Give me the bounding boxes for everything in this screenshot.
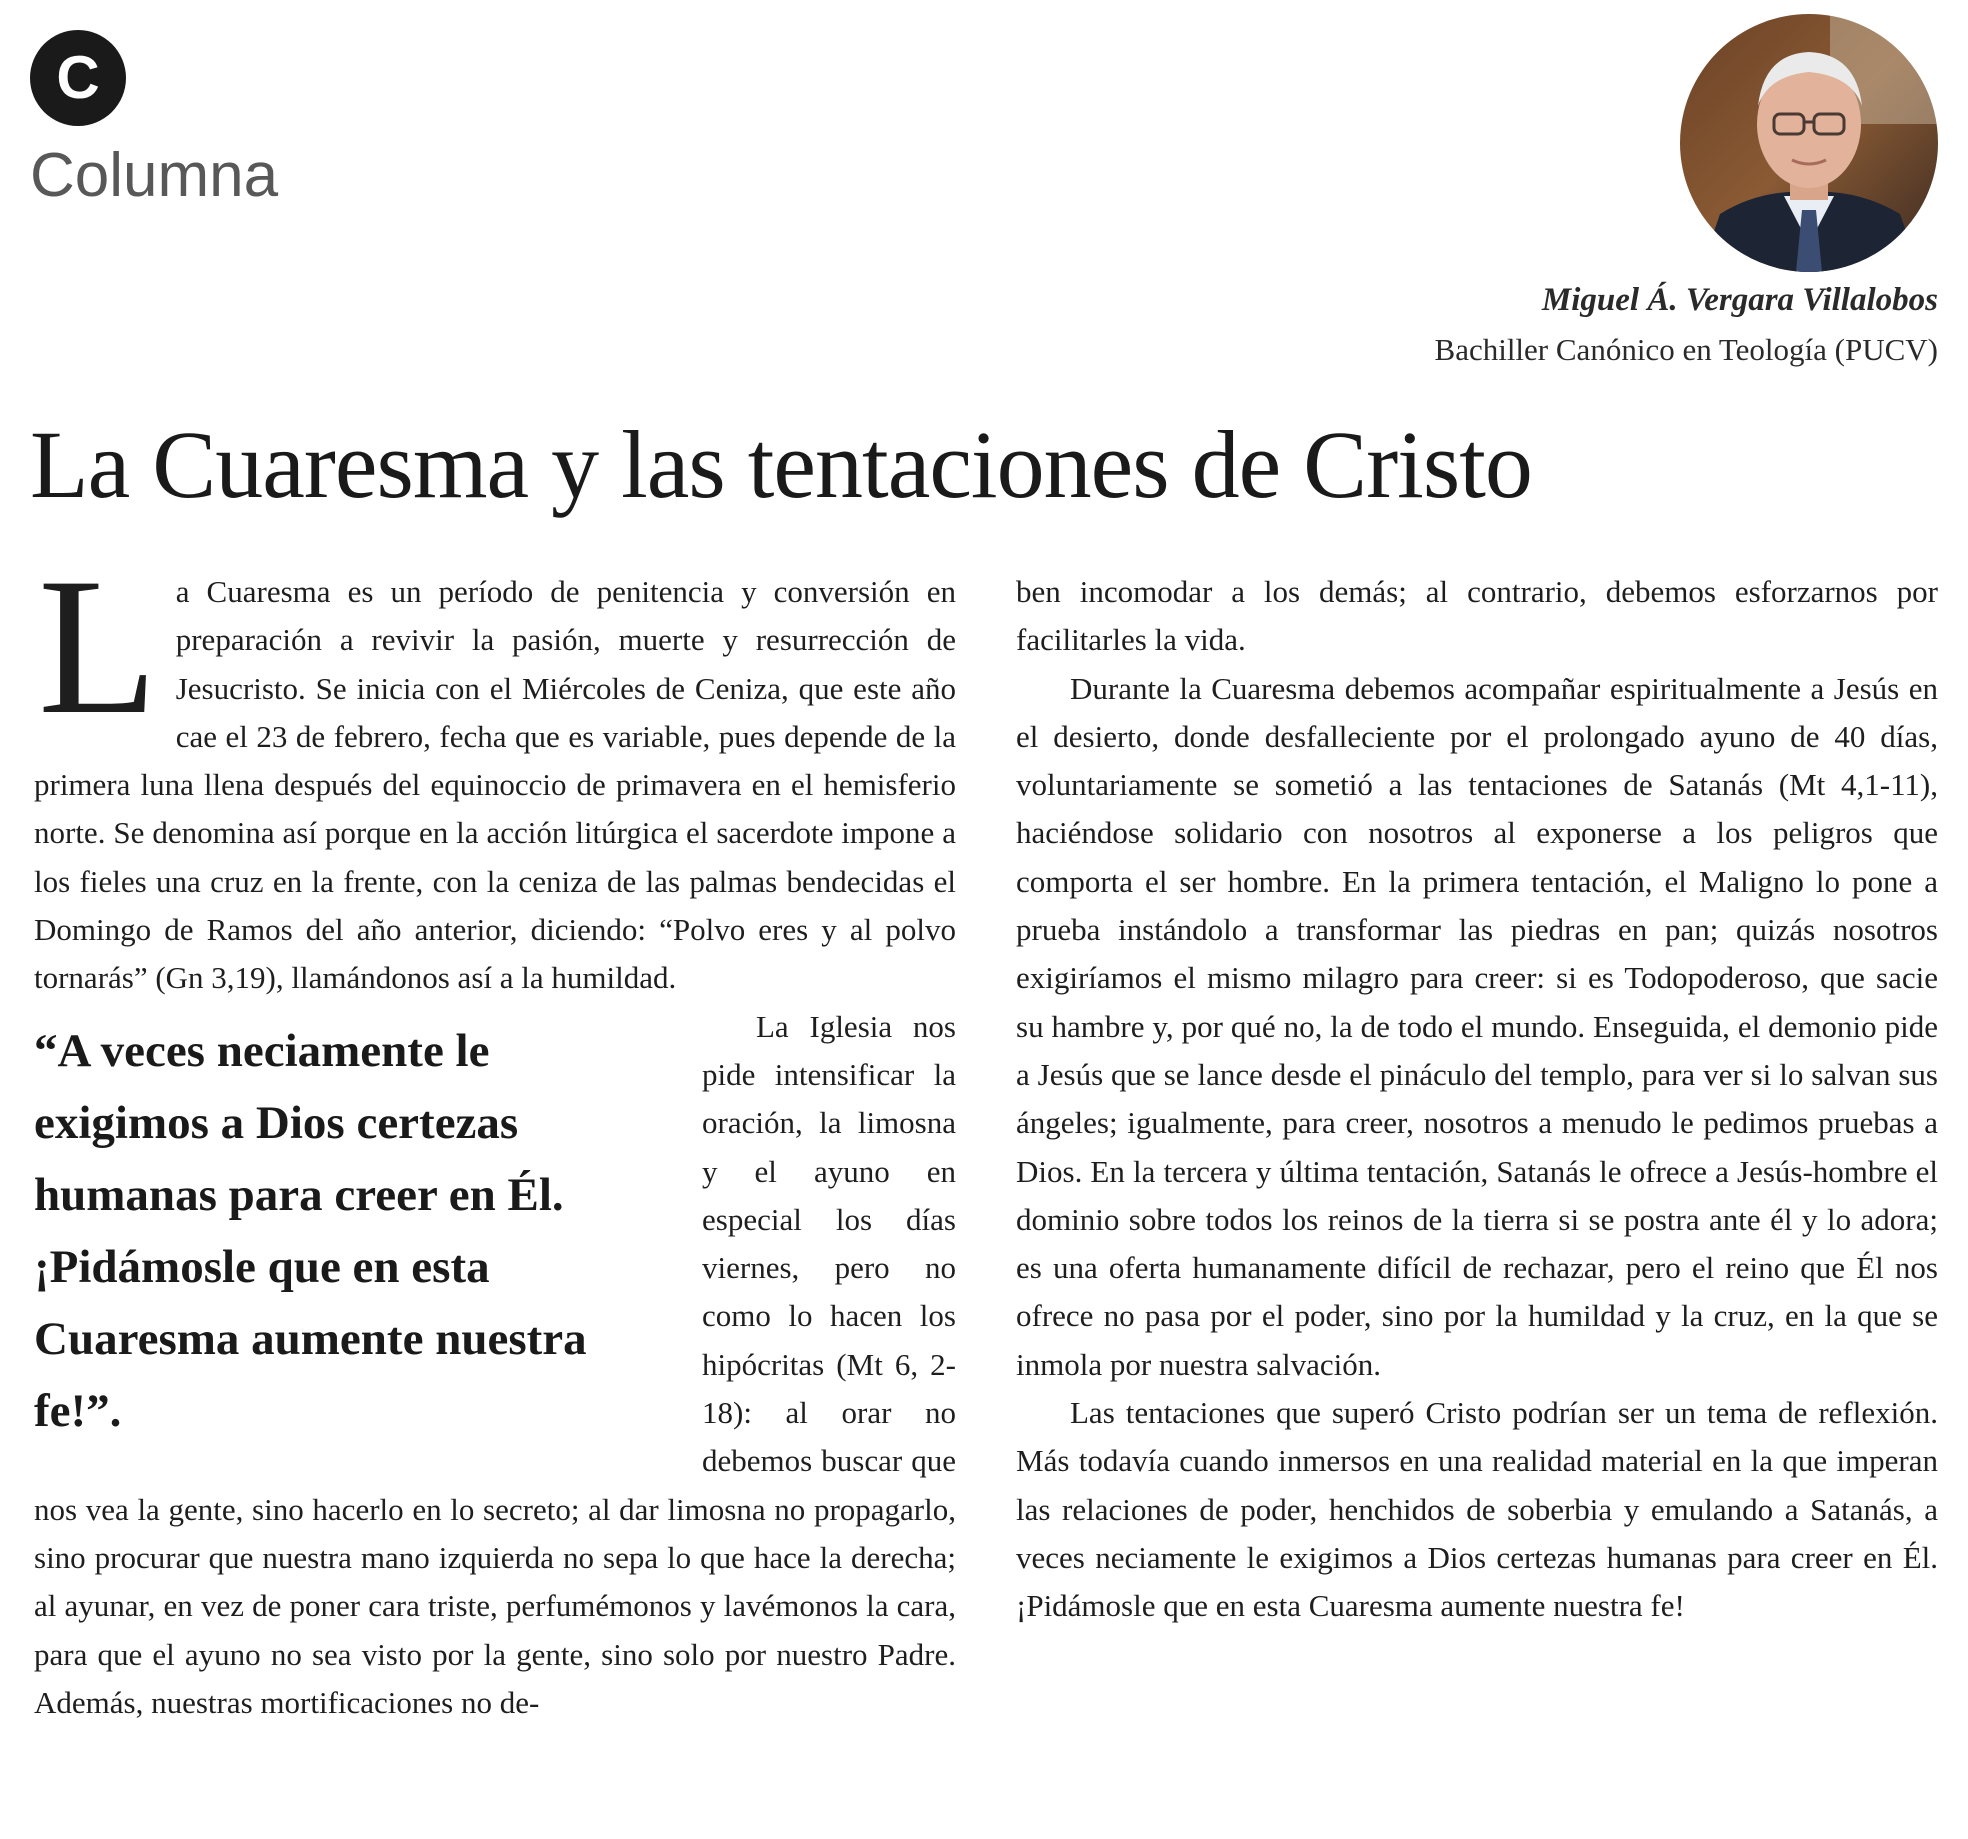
paragraph-1: [34, 538, 956, 1003]
section-badge: C: [30, 30, 126, 126]
section-label: Columna: [30, 141, 279, 210]
drop-cap: L: [38, 538, 158, 755]
article-column-left: [34, 538, 956, 1818]
author-role: Bachiller Canónico en Teología (PUCV): [1434, 332, 1938, 367]
paragraph-2-text: La Iglesia nos pide intensificar la oración, la limosna y el ayuno en especial los días viernes, pero no como lo hacen los hipócritas (Mt 6, 2-18): al orar no debemos buscar que nos vea la gente, sino hacerlo en lo secreto; al dar limosna no propagarlo, sino procurar que nuestra mano izquierda no sepa lo que hace la derecha; al ayunar, en vez de poner cara triste, perfumémonos y lavémonos la cara, para que el ayuno no sea visto por la gente, sino solo por nuestro Padre. Además, nuestras mortificaciones no de-: [34, 1008, 956, 1720]
headline: La Cuaresma y las tentaciones de Cristo: [30, 411, 1532, 518]
paragraph-2-continued: ben incomodar a los demás; al contrario, debemos esforzarnos por facilitarles la vida.: [1016, 574, 1938, 658]
author-photo: [1680, 14, 1938, 272]
pull-quote: “A veces neciamente le exigimos a Dios certezas humanas para creer en Él. ¡Pidámosle que en esta Cuaresma aumente nuestra fe!”.: [34, 1024, 587, 1437]
paragraph-4: Las tentaciones que superó Cristo podrían ser un tema de reflexión. Más todavía cuando inmersos en una realidad material en la que imperan las relaciones de poder, henchidos de soberbia y emulando a Satanás, a veces neciamente le exigimos a Dios certezas humanas para creer en Él. ¡Pidámosle que en esta Cuaresma aumente nuestra fe!: [1016, 1395, 1938, 1624]
paragraph-1-text: a Cuaresma es un período de penitencia y conversión en preparación a revivir la pasión, muerte y resurrección de Jesucristo. Se inicia con el Miércoles de Ceniza, que este año cae el 23 de febrero, fecha que es variable, pues depende de la primera luna llena después del equinoccio de primavera en el hemisferio norte. Se denomina así porque en la acción litúrgica el sacerdote impone a los fieles una cruz en la frente, con la ceniza de las palmas bendecidas el Domingo de Ramos del año anterior, diciendo: “Polvo eres y al polvo tornarás” (Gn 3,19), llamándonos así a la humildad.: [34, 574, 956, 996]
paragraph-3: Durante la Cuaresma debemos acompañar espiritualmente a Jesús en el desierto, donde desfalleciente por el prolongado ayuno de 40 días, voluntariamente se sometió a las tentaciones de Satanás (Mt 4,1-11), haciéndose solidario con nosotros al exponerse a los peligros que comporta el ser hombre. En la primera tentación, el Maligno lo pone a prueba instándolo a transformar las piedras en pan; quizás nosotros exigiríamos el mismo milagro para creer: si es Todopoderoso, que sacie su hambre y, por qué no, la de todo el mundo. Enseguida, el demonio pide a Jesús que se lance desde el pináculo del templo, para ver si lo salvan sus ángeles; igualmente, para creer, nosotros a menudo le pedimos pruebas a Dios. En la tercera y última tentación, Satanás le ofrece a Jesús-hombre el dominio sobre todos los reinos de la tierra si se postra ante él y lo adora; es una oferta humanamente difícil de rechazar, pero el reino que Él nos ofrece no pasa por el poder, sino por la humildad y la cruz, en la que se inmola por nuestra salvación.: [1016, 670, 1938, 1382]
article-column-right: [1016, 568, 1938, 1631]
author-name: Miguel Á. Vergara Villalobos: [1541, 282, 1938, 318]
